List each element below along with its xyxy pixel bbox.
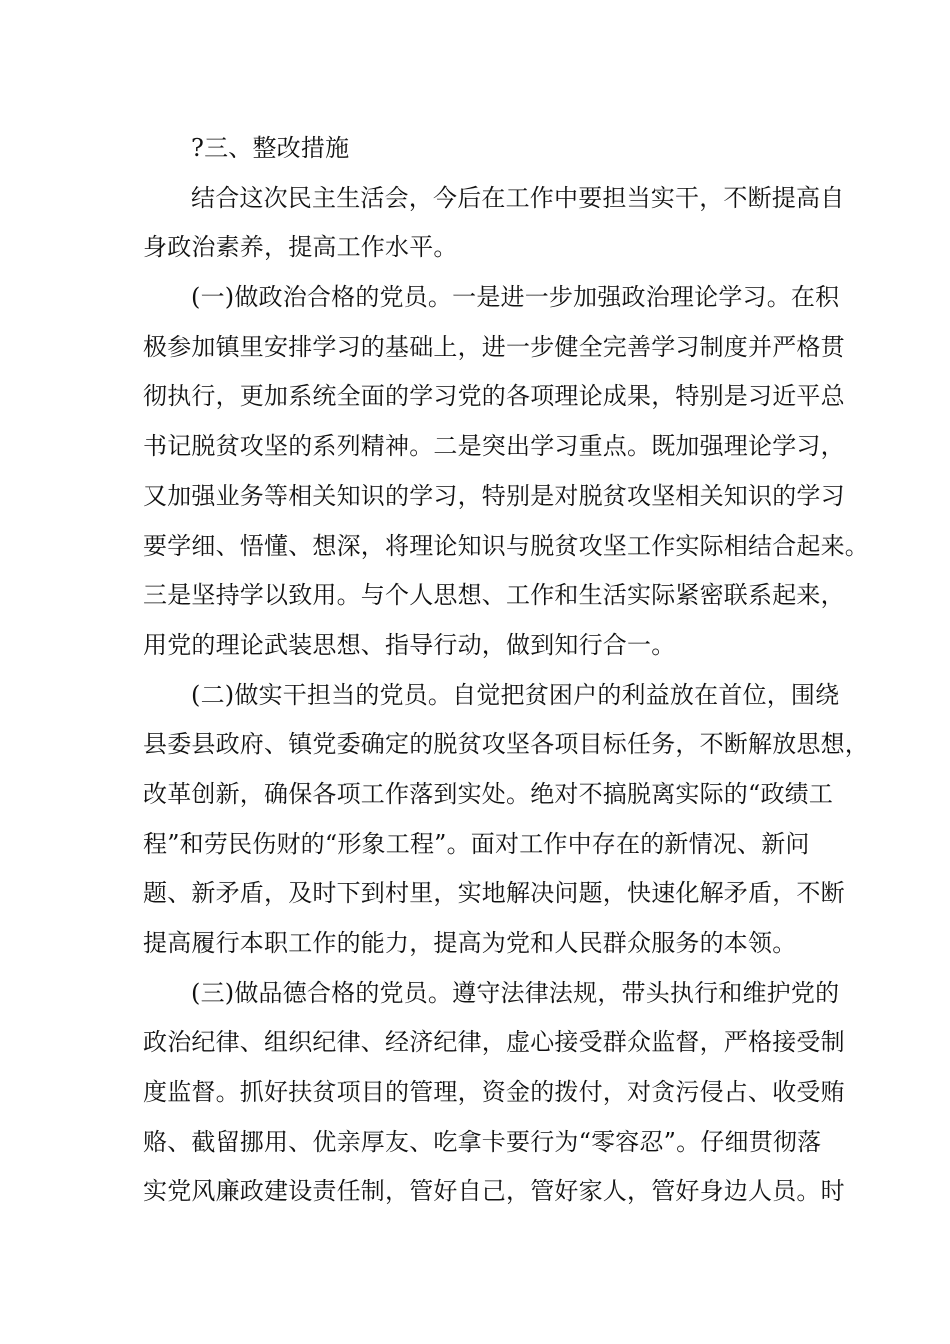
text-line: (二)做实干担当的党员。自觉把贫困户的利益放在首位，围绕 bbox=[191, 680, 840, 709]
text-line: 政治纪律、组织纪律、经济纪律，虚心接受群众监督，严格接受制 bbox=[143, 1028, 845, 1057]
text-line: 三是坚持学以致用。与个人思想、工作和生活实际紧密联系起来， bbox=[143, 581, 845, 610]
text-line: 又加强业务等相关知识的学习，特别是对脱贫攻坚相关知识的学习 bbox=[143, 481, 845, 510]
document-body bbox=[143, 124, 869, 1217]
text-line: 彻执行，更加系统全面的学习党的各项理论成果，特别是习近平总 bbox=[143, 382, 845, 411]
text-line: 提高履行本职工作的能力，提高为党和人民群众服务的本领。 bbox=[143, 929, 797, 957]
text-line: 赂、截留挪用、优亲厚友、吃拿卡要行为“零容忍”。仔细贯彻落 bbox=[143, 1127, 822, 1156]
text-line: 实党风廉政建设责任制，管好自己，管好家人，管好身边人员。时 bbox=[143, 1177, 845, 1206]
text-line: 用党的理论武装思想、指导行动，做到知行合一。 bbox=[143, 630, 676, 659]
text-line: 极参加镇里安排学习的基础上，进一步健全完善学习制度并严格贯 bbox=[143, 332, 845, 361]
text-line: 书记脱贫攻坚的系列精神。二是突出学习重点。既加强理论学习， bbox=[143, 432, 845, 461]
text-line: (一)做政治合格的党员。一是进一步加强政治理论学习。在积 bbox=[191, 283, 840, 312]
text-line: 改革创新，确保各项工作落到实处。绝对不搞脱离实际的“政绩工 bbox=[143, 779, 834, 808]
text-line: 要学细、悟懂、想深，将理论知识与脱贫攻坚工作实际相结合起来。 bbox=[143, 531, 869, 560]
text-line: 题、新矛盾，及时下到村里，实地解决问题，快速化解矛盾，不断 bbox=[143, 879, 845, 908]
text-line: 结合这次民主生活会，今后在工作中要担当实干，不断提高自 bbox=[191, 183, 845, 212]
text-line: 程”和劳民伤财的“形象工程”。面对工作中存在的新情况、新问 bbox=[143, 829, 810, 858]
text-line: 度监督。抓好扶贫项目的管理，资金的拨付，对贪污侵占、收受贿 bbox=[143, 1078, 845, 1107]
text-line: ?三、整改措施 bbox=[191, 134, 350, 162]
text-line: 县委县政府、镇党委确定的脱贫攻坚各项目标任务，不断解放思想， bbox=[143, 730, 869, 759]
text-line: (三)做品德合格的党员。遵守法律法规，带头执行和维护党的 bbox=[191, 978, 840, 1007]
text-line: 身政治素养，提高工作水平。 bbox=[143, 233, 458, 262]
